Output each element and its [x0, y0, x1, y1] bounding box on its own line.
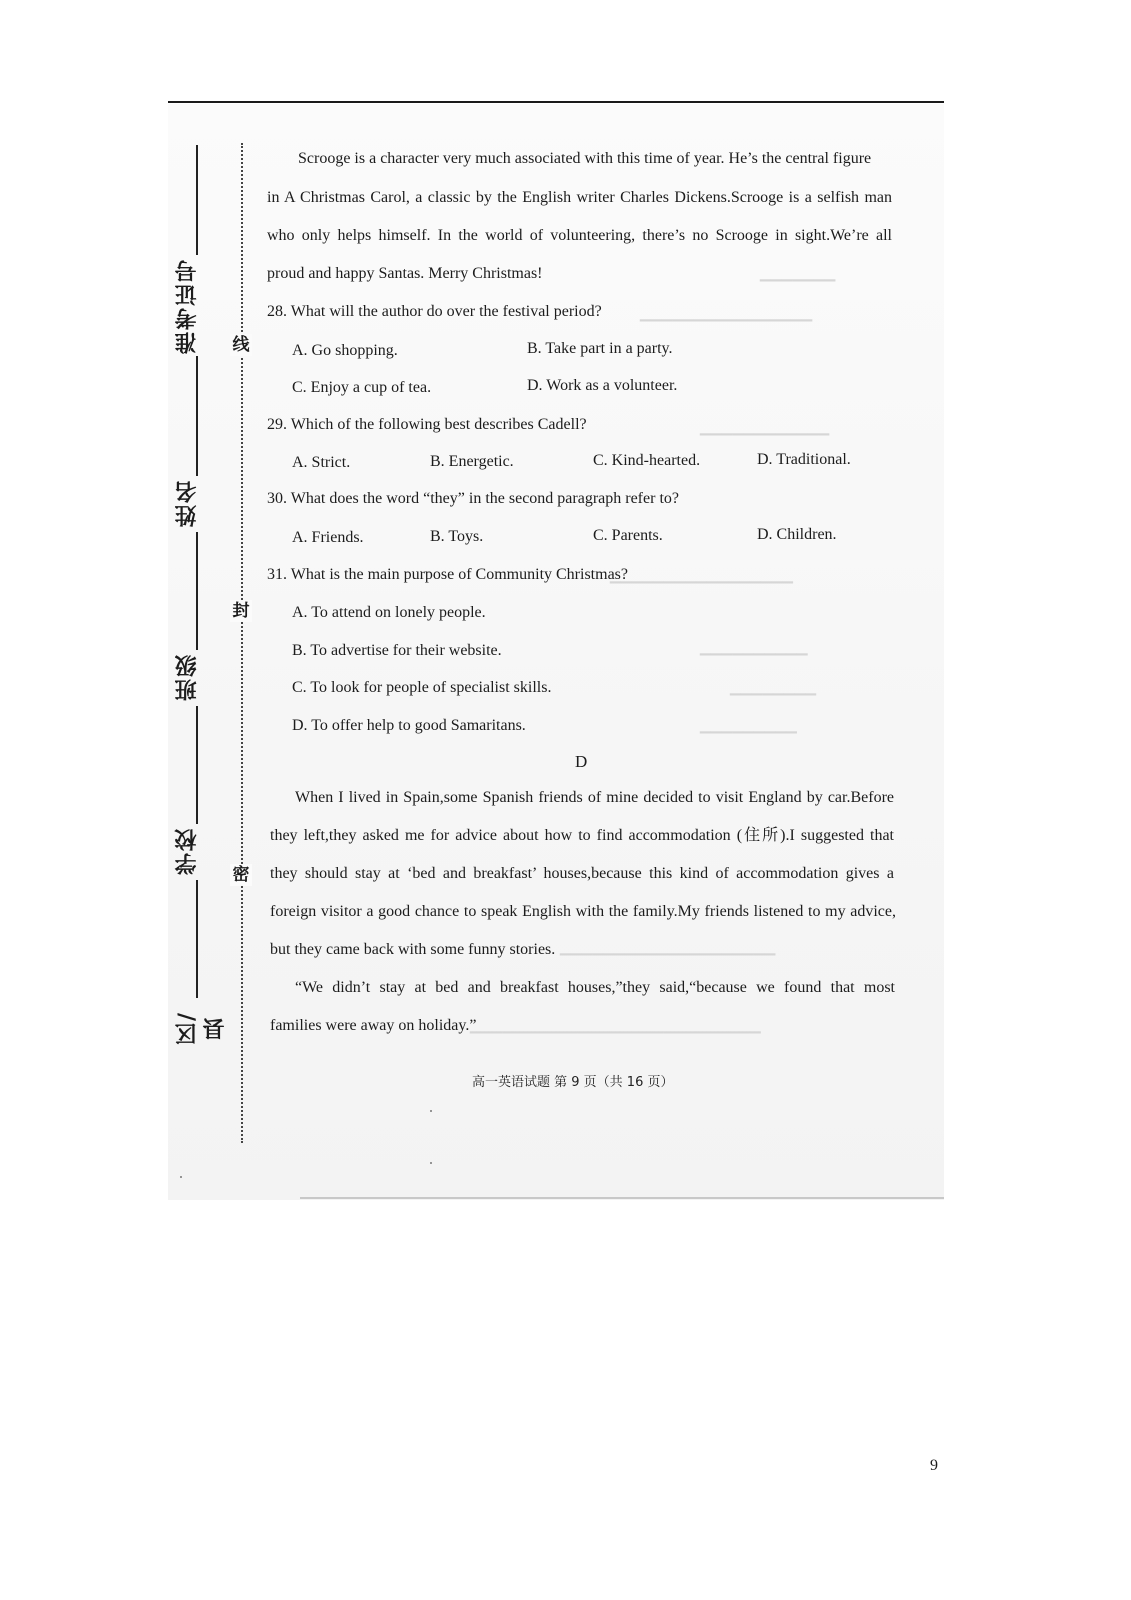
passage-line: foreign visitor a good chance to speak English with the family.My friends listened to my advice,: [270, 903, 896, 920]
scan-speck: [430, 1162, 432, 1164]
show-through-artifact: ▁▁▁▁▁▁▁▁: [730, 681, 817, 696]
answer-option: D. To offer help to good Samaritans.: [292, 717, 526, 734]
name-label: 姓名: [175, 479, 200, 527]
scan-speck: [430, 1110, 432, 1112]
answer-option: A. Strict.: [292, 454, 351, 471]
binding-dotted-line: [241, 143, 243, 1143]
passage-line: When I lived in Spain,some Spanish friends of mine decided to visit England by car.Before: [295, 789, 894, 806]
answer-option: C. Parents.: [593, 527, 663, 544]
passage-line: “We didn’t stay at bed and breakfast houses,”they said,“because we found that most: [295, 979, 895, 996]
passage-line: Scrooge is a character very much associated with this time of year. He’s the central figure: [298, 150, 872, 167]
question-stem: 31. What is the main purpose of Community Christmas?: [267, 566, 628, 583]
show-through-artifact: ▁▁▁▁▁▁▁▁▁▁▁▁▁▁▁▁▁▁▁▁: [560, 941, 776, 956]
answer-option: A. Friends.: [292, 529, 364, 546]
passage-line: families were away on holiday.”: [270, 1017, 477, 1034]
question-stem: 28. What will the author do over the festival period?: [267, 303, 602, 320]
answer-option: A. To attend on lonely people.: [292, 604, 486, 621]
scan-edge: [300, 1197, 944, 1199]
answer-option: C. Kind-hearted.: [593, 452, 701, 469]
school-underline: [196, 706, 198, 824]
class-underline: [196, 532, 198, 650]
answer-option: B. Toys.: [430, 528, 484, 545]
answer-option: D. Traditional.: [757, 451, 851, 468]
binding-mark-secret: 密: [230, 864, 252, 886]
name-underline: [196, 356, 198, 476]
passage-line: they left,they asked me for advice about how to find accommodation (住所).I suggested that: [270, 827, 894, 844]
answer-option: B. Energetic.: [430, 453, 514, 470]
passage-line: but they came back with some funny stories.: [270, 941, 556, 958]
show-through-artifact: ▁▁▁▁▁▁▁▁▁▁▁▁▁▁▁▁▁▁▁▁▁▁▁▁▁▁▁: [470, 1019, 761, 1034]
show-through-artifact: ▁▁▁▁▁▁▁: [760, 267, 836, 282]
passage-line: in A Christmas Carol, a classic by the English writer Charles Dickens.Scrooge is a selfish man: [267, 189, 892, 206]
binding-mark-line: 线: [230, 334, 252, 356]
question-stem: 29. Which of the following best describes Cadell?: [267, 416, 587, 433]
answer-option: C. Enjoy a cup of tea.: [292, 379, 432, 396]
top-rule: [168, 101, 944, 103]
show-through-artifact: ▁▁▁▁▁▁▁▁▁▁▁▁: [700, 421, 830, 436]
answer-option: B. Take part in a party.: [527, 340, 673, 357]
answer-option: B. To advertise for their website.: [292, 642, 502, 659]
class-label: 班级: [175, 653, 200, 701]
answer-option: C. To look for people of specialist skills.: [292, 679, 552, 696]
binding-mark-seal: 封: [230, 600, 252, 622]
page-number: 9: [930, 1457, 938, 1474]
section-letter: D: [575, 752, 588, 771]
show-through-artifact: ▁▁▁▁▁▁▁▁▁▁: [700, 641, 808, 656]
scan-speck: [180, 1176, 182, 1178]
question-stem: 30. What does the word “they” in the second paragraph refer to?: [267, 490, 679, 507]
show-through-artifact: ▁▁▁▁▁▁▁▁▁: [700, 719, 797, 734]
district-label: 区/县: [175, 1010, 228, 1046]
passage-line: they should stay at ‘bed and breakfast’ houses,because this kind of accommodation gives a: [270, 865, 894, 882]
exam-number-label: 准考证号: [175, 258, 200, 354]
answer-option: D. Work as a volunteer.: [527, 377, 678, 394]
exam-number-underline: [196, 145, 198, 255]
district-underline: [196, 880, 198, 998]
answer-option: D. Children.: [757, 526, 837, 543]
answer-option: A. Go shopping.: [292, 342, 398, 359]
school-label: 学校: [175, 827, 200, 875]
page-footer: 高一英语试题 第 9 页（共 16 页）: [472, 1075, 674, 1090]
passage-line: proud and happy Santas. Merry Christmas!: [267, 265, 543, 282]
show-through-artifact: ▁▁▁▁▁▁▁▁▁▁▁▁▁▁▁▁: [640, 307, 813, 322]
passage-line: who only helps himself. In the world of volunteering, there’s no Scrooge in sight.We’re all: [267, 227, 892, 244]
show-through-artifact: ▁▁▁▁▁▁▁▁▁▁▁▁▁▁▁▁▁: [610, 569, 794, 584]
